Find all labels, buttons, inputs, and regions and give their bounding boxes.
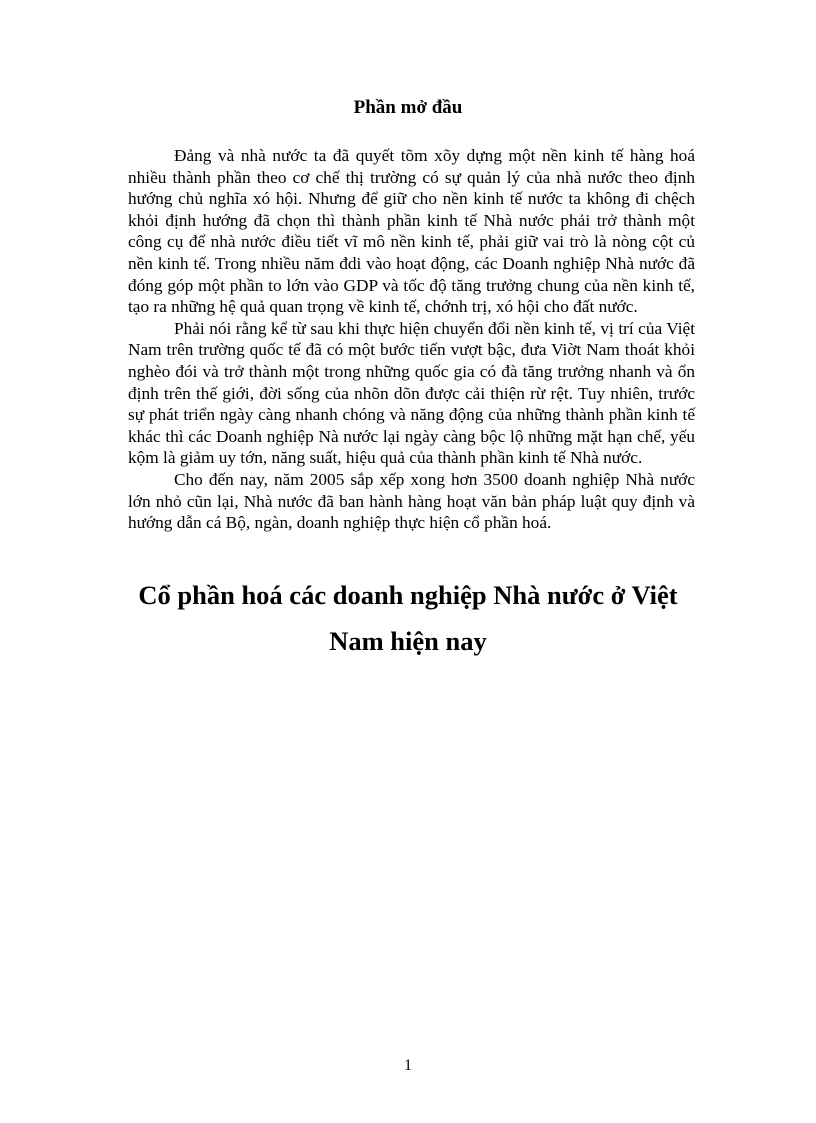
document-title: Cổ phần hoá các doanh nghiệp Nhà nước ở Việt Nam hiện nay xyxy=(138,580,678,656)
paragraph-3: Cho đến nay, năm 2005 sắp xếp xong hơn 3500 doanh nghiệp Nhà nước lớn nhỏ cũn lại, Nhà nước đã ban hành hàng hoạt văn bản pháp luật quy định và hướng dẫn cá Bộ, ngàn, doanh nghiệp thực hiện cổ phần hoá. xyxy=(128,469,695,533)
page-number: 1 xyxy=(404,1057,412,1074)
section-heading: Phần mở đầu xyxy=(353,97,463,118)
body-text xyxy=(128,145,695,534)
paragraph-2: Phải nói rằng kể từ sau khi thực hiện chuyển đổi nền kinh tế, vị trí của Việt Nam trên trường quốc tế đã có một bước tiến vượt bậc, đưa Viờt Nam thoát khỏi nghèo đói và trở thành một trong những quốc gia có đà tăng trưởng nhanh và ổn định trên thế giới, đời sống của nhõn dõn được cải thiện rừ rệt. Tuy nhiên, trước sự phát triển ngày càng nhanh chóng và năng động của những thành phần kinh tế khác thì các Doanh nghiệp Nà nước lại ngày càng bộc lộ những mặt hạn chế, yếu kộm là giảm uy tớn, năng suất, hiệu quả của thành phần kinh tế Nhà nước. xyxy=(128,318,695,468)
paragraph-1: Đảng và nhà nước ta đã quyết tõm xõy dựng một nền kinh tế hàng hoá nhiều thành phần theo cơ chế thị trường có sự quản lý của nhà nước theo định hướng chủ nghĩa xó hội. Nhưng để giữ cho nền kinh tế nước ta không đi chệch khỏi định hướng đã chọn thì thành phần kinh tế Nhà nước phải trở thành một công cụ để nhà nước điều tiết vĩ mô nền kinh tế, phải giữ vai trò là nòng cột củ nền kinh tế. Trong nhiều năm đdi vào hoạt động, các Doanh nghiệp Nhà nước đã đóng góp một phần to lớn vào GDP và tốc độ tăng trưởng chung của nền kinh tế, tạo ra những hệ quả quan trọng về kinh tế, chớnh trị, xó hội cho đất nước. xyxy=(128,146,695,317)
